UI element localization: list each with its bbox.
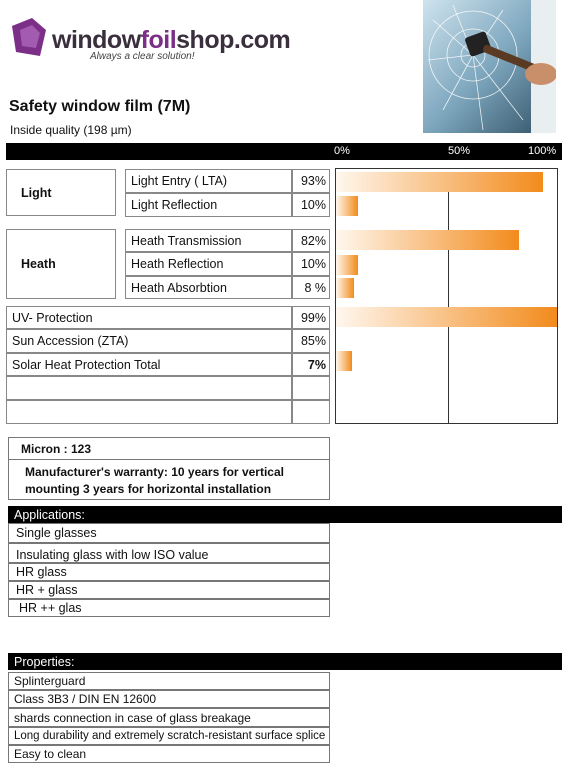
product-subtitle: Inside quality (198 µm) (10, 123, 132, 137)
brand-slogan: Always a clear solution! (90, 51, 195, 62)
applications-header: Applications: (8, 506, 562, 523)
metric-value: 85% (292, 329, 330, 353)
metric-bar (336, 278, 354, 298)
metric-label: Light Entry ( LTA) (125, 169, 292, 193)
metric-value: 7% (292, 353, 330, 376)
metric-label: Solar Heat Protection Total (6, 353, 292, 376)
micron-text: Micron : 123 (9, 438, 329, 460)
group-light-label: Light (6, 169, 116, 216)
metric-label: UV- Protection (6, 306, 292, 329)
metric-bar (336, 230, 519, 250)
metric-label: Heath Transmission (125, 229, 292, 252)
metric-label: Heath Absorbtion (125, 276, 292, 299)
warranty-text: Manufacturer's warranty: 10 years for vertical mounting 3 years for horizontal installation (25, 465, 284, 496)
empty-row (6, 376, 292, 400)
scale-label-0: 0% (334, 145, 350, 157)
properties-header: Properties: (8, 653, 562, 670)
property-item: Long durability and extremely scratch-resistant surface splice (8, 727, 330, 745)
metric-bar (336, 351, 352, 371)
metric-label: Sun Accession (ZTA) (6, 329, 292, 353)
scale-label-50: 50% (448, 145, 471, 157)
metric-value: 10% (292, 193, 330, 217)
metric-value: 8 % (292, 276, 330, 299)
scale-header-bar (6, 143, 562, 160)
metric-label: Light Reflection (125, 193, 292, 217)
hammer-breaking-glass-image (423, 0, 556, 133)
application-item: Single glasses (8, 523, 330, 543)
metric-bar (336, 196, 358, 216)
metric-bar (336, 172, 543, 192)
metric-value: 82% (292, 229, 330, 252)
empty-cell (292, 400, 330, 424)
metric-value: 93% (292, 169, 330, 193)
metric-value: 10% (292, 252, 330, 276)
empty-cell (292, 376, 330, 400)
property-item: shards connection in case of glass breakage (8, 708, 330, 727)
percentage-bar-chart (335, 168, 558, 424)
group-heath-label: Heath (6, 229, 116, 299)
application-item: Insulating glass with low ISO value (8, 543, 330, 563)
property-item: Easy to clean (8, 745, 330, 763)
logo-icon (10, 16, 48, 58)
property-item: Class 3B3 / DIN EN 12600 (8, 690, 330, 708)
brand-logo-text[interactable]: windowfoilshop.com (52, 26, 291, 54)
metric-label: Heath Reflection (125, 252, 292, 276)
product-title: Safety window film (7M) (9, 98, 191, 115)
info-box (8, 437, 330, 500)
property-item: Splinterguard (8, 672, 330, 690)
metric-bar (336, 255, 358, 275)
chart-midline (448, 189, 449, 423)
application-item: HR glass (8, 563, 330, 581)
scale-label-100: 100% (528, 145, 557, 157)
metric-value: 99% (292, 306, 330, 329)
empty-row (6, 400, 292, 424)
application-item: HR ++ glas (8, 599, 330, 617)
application-item: HR + glass (8, 581, 330, 599)
metric-bar (336, 307, 557, 327)
